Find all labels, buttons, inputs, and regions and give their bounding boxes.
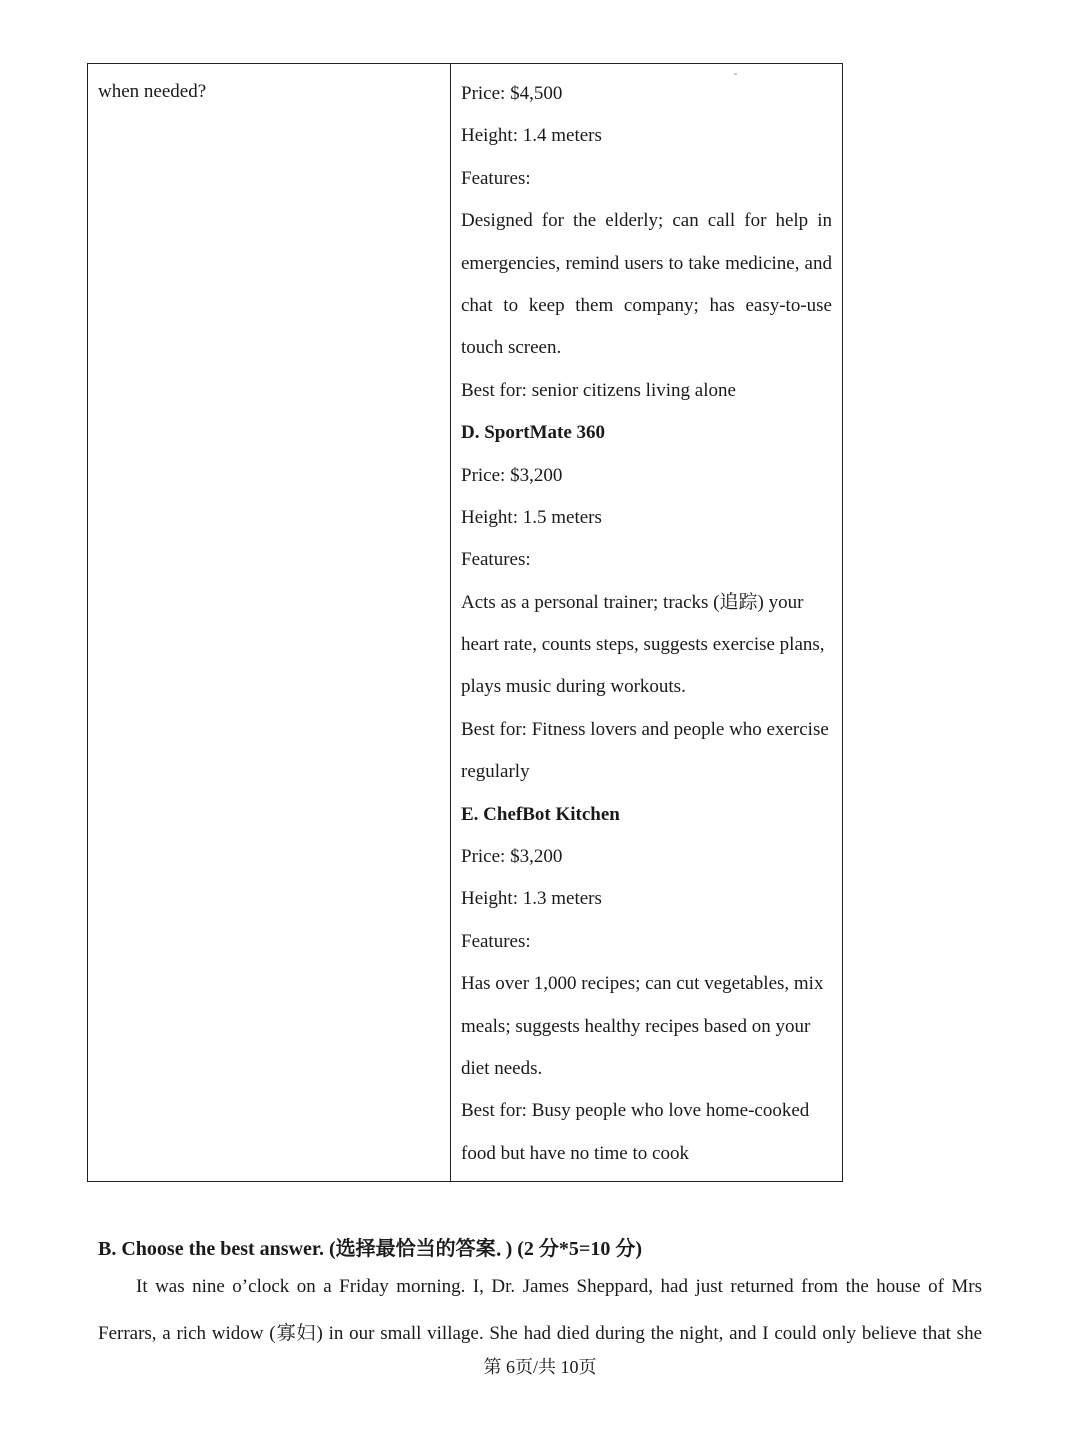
product-detail-line: meals; suggests healthy recipes based on your [461, 1015, 811, 1037]
product-detail-line: Features: [461, 549, 531, 571]
section-b-heading: B. Choose the best answer. (选择最恰当的答案．) (2 分*5=10 分) [98, 1238, 642, 1260]
product-detail-line: Features: [461, 930, 531, 952]
product-detail-line: Best for: Fitness lovers and people who exercise [461, 718, 829, 740]
product-detail-line: Designed for the elderly; can call for help in [461, 210, 832, 232]
product-title: D. SportMate 360 [461, 422, 606, 444]
product-detail-line: Price: $3,200 [461, 846, 563, 868]
product-detail-line: Height: 1.3 meters [461, 888, 602, 910]
product-detail-line: Price: $4,500 [461, 83, 563, 104]
product-detail-line: chat to keep them company; has easy-to-use [461, 294, 832, 316]
product-detail-line: food but have no time to cook [461, 1142, 689, 1164]
product-detail-line: regularly [461, 761, 530, 783]
product-detail-line: Height: 1.5 meters [461, 506, 602, 528]
product-detail-line: diet needs. [461, 1057, 543, 1079]
product-detail-line: touch screen. [461, 337, 562, 359]
product-detail-line: Acts as a personal trainer; tracks (追踪) your [461, 591, 804, 613]
scan-speck [734, 73, 737, 75]
product-detail-line: heart rate, counts steps, suggests exercise plans, [461, 634, 825, 656]
product-detail-line: emergencies, remind users to take medicine, and [461, 252, 832, 274]
product-details-cell [461, 77, 832, 1179]
product-detail-line: Features: [461, 167, 531, 189]
product-title: E. ChefBot Kitchen [461, 803, 620, 825]
question-cell-text: when needed? [98, 81, 207, 102]
product-detail-line: Best for: Busy people who love home-cooked [461, 1100, 810, 1122]
product-detail-line: Has over 1,000 recipes; can cut vegetables, mix [461, 973, 824, 995]
passage-line-2: Ferrars, a rich widow (寡妇) in our small village. She had died during the night, and I could only believe that she [98, 1323, 982, 1344]
product-detail-line: plays music during workouts. [461, 676, 686, 698]
product-detail-line: Price: $3,200 [461, 464, 563, 486]
product-detail-line: Height: 1.4 meters [461, 125, 602, 147]
product-table [87, 63, 843, 1182]
page-number: 第 6页/共 10页 [483, 1357, 597, 1377]
table-column-divider [450, 64, 451, 1181]
passage-line-1: It was nine o’clock on a Friday morning. I, Dr. James Sheppard, had just returned from the house of Mrs [136, 1276, 982, 1297]
product-detail-line: Best for: senior citizens living alone [461, 379, 736, 401]
